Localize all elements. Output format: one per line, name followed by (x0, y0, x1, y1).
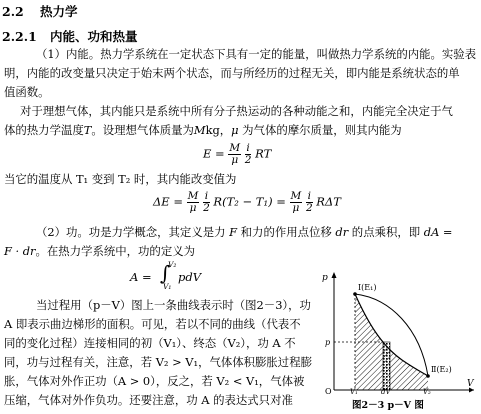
paragraph-line: 明，内能的改变量只决定于始末两个状态，而与所经历的过程无关，即内能是系统状态的单 (4, 66, 460, 80)
paragraph-line: F · dr。在热力学系统中，功的定义为 (4, 244, 195, 258)
paragraph-line: 同，功与过程有关，注意，若 V₂ > V₁，气体体积膨胀过程膨 (4, 355, 312, 369)
v1-label: V₁ (350, 388, 358, 395)
figure-caption: 图2－3 p－V 图 (352, 400, 424, 411)
p-axis-label: p (322, 273, 328, 283)
dv-label: dV (381, 388, 391, 395)
v-axis-label: V (467, 379, 474, 389)
paragraph-line: 当过程用（p－V）图上一条曲线表示时（图2－3），功 (36, 298, 311, 312)
section-title: 热力学 (40, 4, 78, 19)
pv-diagram (320, 268, 478, 395)
paragraph-line: （2）功。功是力学概念，其定义是力 F 和力的作用点位移 dr 的点乘积，即 dA = (36, 225, 453, 239)
state-1-label: Ⅰ(E₁) (358, 283, 377, 292)
subsection-number: 2.2.1 (2, 29, 37, 44)
state-2-point (426, 374, 430, 378)
v2-label: V₂ (423, 388, 431, 395)
equation-internal-energy: E = $\frac{M}{\mu}$ $\frac{i}{2}$ RT (203, 142, 272, 166)
p-tick-label: p (325, 338, 331, 347)
paragraph-line: 胀，气体对外作正功（A > 0），反之，若 V₂ < V₁，气体被 (4, 374, 305, 388)
paragraph-line: （1）内能。热力学系统在一定状态下具有一定的能量，叫做热力学系统的内能。实验表 (36, 47, 477, 61)
paragraph-line: 当它的温度从 T₁ 变到 T₂ 时，其内能改变值为 (4, 172, 237, 186)
paragraph-line: 体的热力学温度T。设理想气体质量为Mkg，μ 为气体的摩尔质量，则其内能为 (4, 123, 402, 137)
paragraph-line: 压缩，气体对外作负功。还要注意，功 A 的表达式只对准 (4, 393, 293, 407)
state-2-label: Ⅱ(E₂) (431, 365, 452, 374)
paragraph-line: 对于理想气体，其内能只是系统中所有分子热运动的各种动能之和，内能完全决定于气 (20, 104, 453, 118)
state-1-point (353, 292, 357, 296)
paragraph-line: 值函数。 (4, 85, 50, 99)
paragraph-line: A 即表示曲边梯形的面积。可见，若以不同的曲线（代表不 (4, 317, 301, 331)
origin-label: O (325, 387, 332, 395)
paragraph-line: 同的变化过程）连接相同的初（V₁）、终态（V₂），功 A 不 (4, 336, 296, 350)
section-number: 2.2 (2, 4, 24, 19)
equation-energy-change: ΔE = $\frac{M}{\mu}$ $\frac{i}{2}$ R(T₂ − T₁) = $\frac{M}{\mu}$ $\frac{i}{2}$ RΔT (153, 190, 341, 214)
subsection-title: 内能、功和热量 (50, 29, 138, 44)
